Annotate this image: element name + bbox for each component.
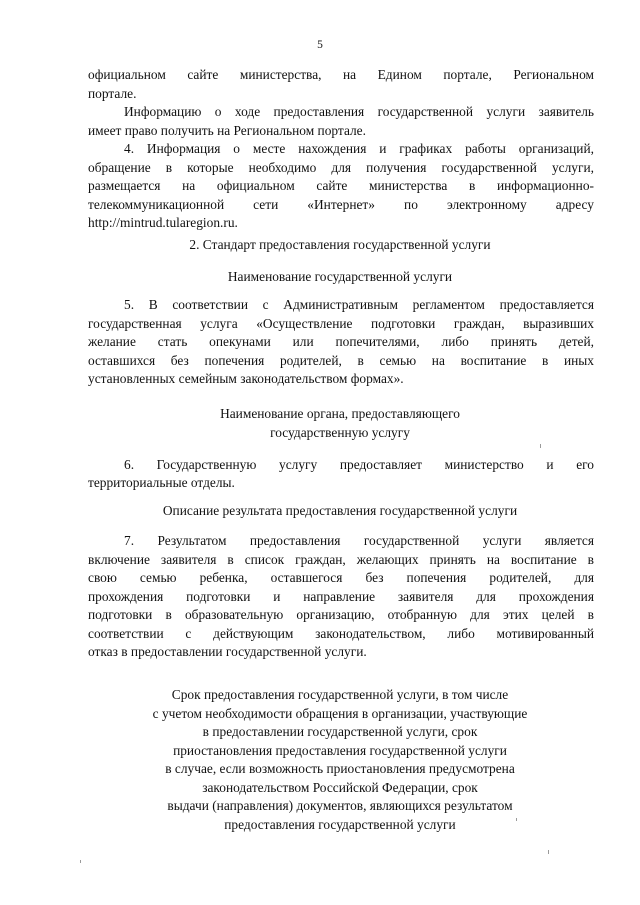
text-line: 4. Информация о месте нахождения и графиках работы организаций, [124, 141, 594, 156]
text-line: 6. Государственную услугу предоставляет министерство и его [124, 457, 594, 472]
scan-speck [540, 444, 541, 448]
text-line: 7. Результатом предоставления государственной услуги является [124, 533, 594, 548]
subheading: приостановления предоставления государственной услуги [173, 743, 507, 758]
section-heading: 2. Стандарт предоставления государственной услуги [189, 237, 491, 252]
subheading: Наименование органа, предоставляющего [220, 406, 460, 421]
text-line: обращение в которые необходимо для получения государственной услуги, [88, 160, 594, 175]
text-line: включение заявителя в список граждан, желающих принять на воспитание в [88, 552, 594, 567]
subheading: в предоставлении государственной услуги, срок [202, 724, 478, 739]
text-line: желание стать опекунами или попечителями, либо принять детей, [88, 334, 594, 349]
subheading: выдачи (направления) документов, являющихся результатом [167, 798, 513, 813]
scan-speck [80, 860, 81, 863]
text-line: Информацию о ходе предоставления государственной услуги заявитель [124, 104, 594, 119]
text-line: прохождения подготовки и направление заявителя для прохождения [88, 589, 594, 604]
text-line: размещается на официальном сайте министерства в информационно- [88, 178, 594, 193]
subheading: предоставления государственной услуги [224, 817, 456, 832]
text-line: государственная услуга «Осуществление подготовки граждан, выразивших [88, 316, 594, 331]
subheading: с учетом необходимости обращения в организации, участвующие [152, 706, 528, 721]
text-line: http://mintrud.tularegion.ru. [88, 215, 238, 230]
text-line: территориальные отделы. [88, 475, 235, 490]
text-line: портале. [88, 86, 137, 101]
text-line: отказ в предоставлении государственной услуги. [88, 644, 367, 659]
text-line: оставшихся без попечения родителей, в семью на воспитание в иных [88, 353, 594, 368]
text-line: установленных семейным законодательством формах». [88, 371, 404, 386]
scan-speck [516, 818, 517, 821]
text-line: соответствии с действующим законодательством, либо мотивированный [88, 626, 594, 641]
text-line: официальном сайте министерства, на Едином портале, Региональном [88, 67, 594, 82]
subheading: Описание результата предоставления государственной услуги [162, 503, 518, 518]
text-line: подготовки в образовательную организацию, отобранную для этих целей в [88, 607, 594, 622]
subheading: Наименование государственной услуги [227, 269, 453, 284]
scan-speck [548, 850, 549, 854]
subheading: законодательством Российской Федерации, срок [202, 780, 478, 795]
subheading: в случае, если возможность приостановления предусмотрена [165, 761, 515, 776]
text-line: телекоммуникационной сети «Интернет» по электронному адресу [88, 197, 594, 212]
text-line: имеет право получить на Региональном портале. [88, 123, 366, 138]
subheading: государственную услугу [270, 425, 410, 440]
page-number: 5 [317, 39, 323, 51]
text-line: 5. В соответствии с Административным регламентом предоставляется [124, 297, 594, 312]
text-line: свою семью ребенка, оставшегося без попечения родителей, для [88, 570, 594, 585]
subheading: Срок предоставления государственной услуги, в том числе [171, 687, 509, 702]
